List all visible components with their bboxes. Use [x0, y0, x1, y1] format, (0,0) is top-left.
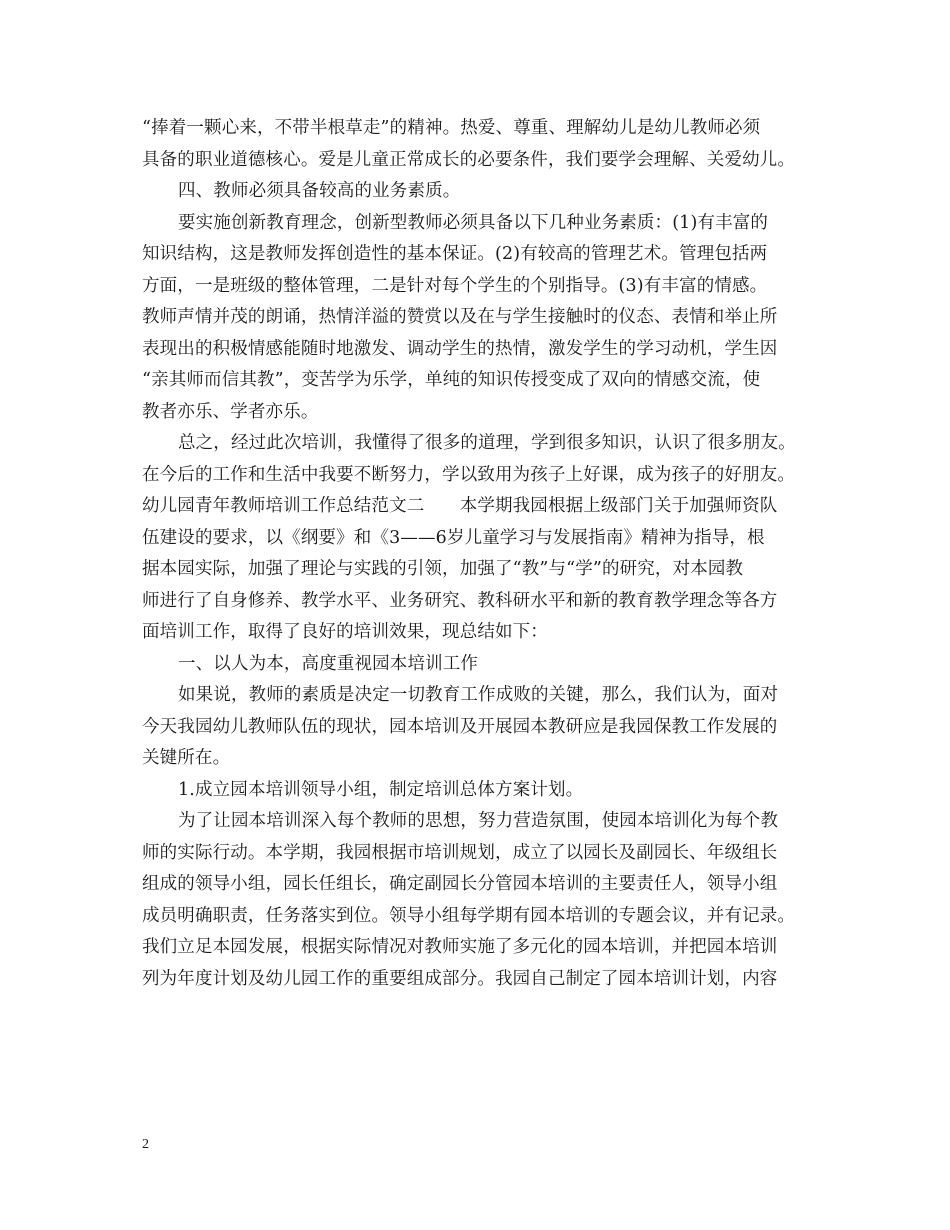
text-line: 面培训工作，取得了良好的培训效果，现总结如下：: [142, 622, 548, 642]
text-line: 师的实际行动。本学期，我园根据市培训规划，成立了以园长及副园长、年级组长: [142, 842, 778, 863]
text-line: 今天我园幼儿教师队伍的现状，园本培训及开展园本教研应是我园保教工作发展的: [142, 716, 778, 737]
text-line: 在今后的工作和生活中我要不断努力，学以致用为孩子上好课，成为孩子的好朋友。: [142, 464, 796, 485]
text-line: 师进行了自身修养、教学水平、业务研究、教科研水平和新的教育教学理念等各方: [142, 590, 778, 611]
text-line: “捧着一颗心来，不带半根草走”的精神。热爱、尊重、理解幼儿是幼儿教师必须: [142, 118, 761, 138]
text-line: “亲其师而信其教”，变苦学为乐学，单纯的知识传授变成了双向的情感交流，使: [142, 370, 761, 390]
text-line: 伍建设的要求，以《纲要》和《3——6岁儿童学习与发展指南》精神为指导，根: [142, 527, 765, 548]
page-number: 2: [142, 1137, 149, 1152]
text-line: 具备的职业道德核心。爱是儿童正常成长的必要条件，我们要学会理解、关爱幼儿。: [142, 149, 796, 170]
text-line: 一、以人为本，高度重视园本培训工作: [178, 653, 479, 674]
text-line: 表现出的积极情感能随时地激发、调动学生的热情，激发学生的学习动机，学生因: [142, 338, 778, 359]
text-line: 幼儿园青年教师培训工作总结范文二 本学期我园根据上级部门关于加强师资队: [142, 496, 778, 516]
text-line: 如果说，教师的素质是决定一切教育工作成败的关键，那么，我们认为，面对: [178, 685, 779, 705]
text-line: 方面，一是班级的整体管理，二是针对每个学生的个别指导。(3)有丰富的情感。: [142, 275, 768, 296]
text-line: 关键所在。: [142, 748, 231, 768]
text-line: 我们立足本园发展，根据实际情况对教师实施了多元化的园本培训，并把园本培训: [142, 937, 778, 957]
text-line: 要实施创新教育理念，创新型教师必须具备以下几种业务素质：(1)有丰富的: [178, 212, 769, 233]
text-line: 列为年度计划及幼儿园工作的重要组成部分。我园自己制定了园本培训计划，内容: [142, 968, 778, 989]
text-line: 据本园实际，加强了理论与实践的引领，加强了“教”与“学”的研究，对本园教: [142, 559, 744, 579]
text-line: 教师声情并茂的朗诵，热情洋溢的赞赏以及在与学生接触时的仪态、表情和举止所: [142, 307, 778, 327]
text-line: 为了让园本培训深入每个教师的思想，努力营造氛围，使园本培训化为每个教: [178, 811, 779, 831]
text-line: 1.成立园本培训领导小组，制定培训总体方案计划。: [178, 779, 584, 800]
text-line: 四、教师必须具备较高的业务素质。: [178, 181, 461, 201]
text-line: 教者亦乐、学者亦乐。: [142, 401, 319, 422]
text-line: 成员明确职责，任务落实到位。领导小组每学期有园本培训的专题会议，并有记录。: [142, 905, 796, 926]
text-line: 知识结构，这是教师发挥创造性的基本保证。(2)有较高的管理艺术。管理包括两: [142, 244, 768, 264]
text-line: 组成的领导小组，园长任组长，确定副园长分管园本培训的主要责任人，领导小组: [142, 874, 778, 894]
text-line: 总之，经过此次培训，我懂得了很多的道理，学到很多知识，认识了很多朋友。: [178, 433, 796, 453]
body-text: [142, 113, 832, 995]
